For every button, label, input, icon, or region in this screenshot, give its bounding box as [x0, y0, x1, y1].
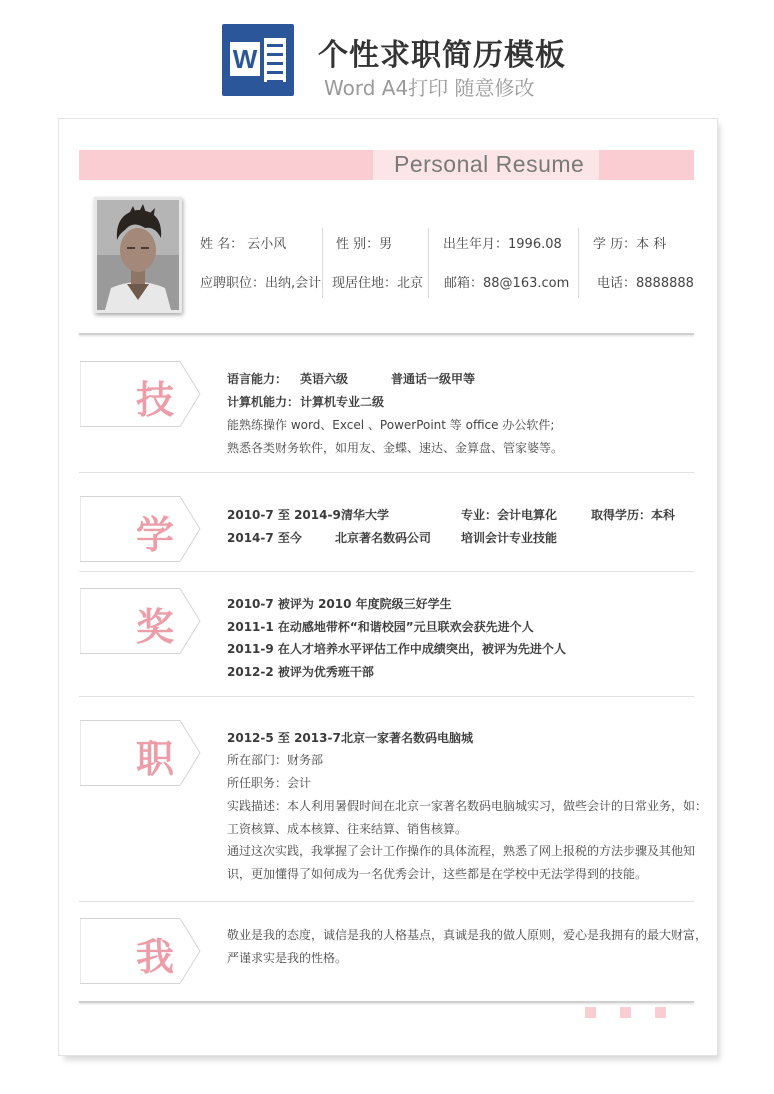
word-icon [222, 24, 294, 96]
banner-title: Personal Resume [394, 151, 585, 177]
edu-date-2: 2014-7 至今 [227, 531, 302, 545]
decor-square [655, 1007, 666, 1018]
section-tag-self [80, 918, 200, 984]
info-phone: 电话：8888888 [597, 276, 694, 291]
section-tag-label: 我 [136, 935, 175, 979]
word-icon-letter: W [230, 42, 260, 76]
decor-square [585, 1007, 596, 1018]
info-divider [428, 228, 429, 298]
info-address: 现居住地：北京 [332, 276, 424, 291]
edu-major: 专业：会计电算化 [461, 508, 558, 522]
section-tag-awards [80, 588, 200, 654]
portrait-photo [94, 197, 182, 313]
info-divider [322, 228, 323, 298]
section-divider [79, 333, 694, 335]
section-tag-label: 奖 [136, 605, 175, 649]
info-education: 学 历：本 科 [593, 237, 667, 252]
work-job: 所任职务：会计 [227, 776, 312, 790]
skills-comp-value: 计算机专业二级 [300, 395, 385, 409]
template-title: 个性求职简历模板 [318, 38, 566, 73]
award-item: 2010-7 被评为 2010 年度院级三好学生 [227, 597, 452, 611]
edu-desc: 培训会计专业技能 [461, 531, 558, 545]
work-desc: 工资核算、成本核算、往来结算、销售核算。 [227, 822, 468, 836]
skills-comp-label: 计算机能力： [227, 395, 300, 409]
edu-date-1: 2010-7 至 2014-9 [227, 508, 341, 522]
info-name: 姓 名： 云小风 [200, 237, 287, 252]
section-tag-skills [80, 361, 200, 427]
section-divider [79, 1001, 694, 1003]
section-tag-label: 技 [136, 378, 175, 422]
info-divider [578, 228, 579, 298]
work-company: 北京一家著名数码电脑城 [341, 731, 474, 745]
skills-lang-label: 语言能力： [227, 372, 288, 386]
edu-org: 北京著名数码公司 [335, 531, 432, 545]
info-email: 邮箱：88@163.com [444, 276, 570, 291]
info-gender: 性 别：男 [336, 237, 393, 252]
info-birth: 出生年月：1996.08 [443, 237, 562, 252]
section-tag-education [80, 496, 200, 562]
section-tag-label: 职 [136, 737, 175, 781]
section-divider [79, 696, 694, 697]
section-tag-label: 学 [136, 513, 175, 557]
template-subtitle: Word A4打印 随意修改 [324, 76, 535, 100]
work-date: 2012-5 至 2013-7 [227, 731, 341, 745]
decor-square [620, 1007, 631, 1018]
skills-lang-1: 英语六级 [300, 372, 349, 386]
self-line: 严谨求实是我的性格。 [227, 951, 348, 965]
work-dept: 所在部门：财务部 [227, 753, 324, 767]
self-line: 敬业是我的态度，诚信是我的人格基点，真诚是我的做人原则，爱心是我拥有的最大财富， [227, 928, 708, 942]
work-desc: 识，更加懂得了如何成为一名优秀会计，这些都是在学校中无法学得到的技能。 [227, 867, 648, 881]
section-divider [79, 472, 694, 473]
edu-school: 清华大学 [341, 508, 390, 522]
work-desc: 实践描述：本人利用暑假时间在北京一家著名数码电脑城实习，做些会计的日常业务，如： [227, 799, 708, 813]
work-desc: 通过这次实践，我掌握了会计工作操作的具体流程，熟悉了网上报税的方法步骤及其他知 [227, 844, 696, 858]
skills-lang-2: 普通话一级甲等 [391, 372, 476, 386]
word-icon-lines [264, 38, 286, 82]
edu-degree: 取得学历：本科 [591, 508, 676, 522]
section-divider [79, 571, 694, 572]
info-position: 应聘职位：出纳,会计 [200, 276, 322, 291]
section-divider [79, 901, 694, 902]
award-item: 2011-9 在人才培养水平评估工作中成绩突出，被评为先进个人 [227, 642, 566, 656]
skills-line: 熟悉各类财务软件，如用友、金蝶、速达、金算盘、管家婆等。 [227, 441, 564, 455]
award-item: 2012-2 被评为优秀班干部 [227, 665, 374, 679]
section-tag-work [80, 720, 200, 786]
award-item: 2011-1 在动感地带杯“和谐校园”元旦联欢会获先进个人 [227, 620, 534, 634]
skills-line: 能熟练操作 word、Excel 、PowerPoint 等 office 办公软件; [227, 418, 555, 432]
